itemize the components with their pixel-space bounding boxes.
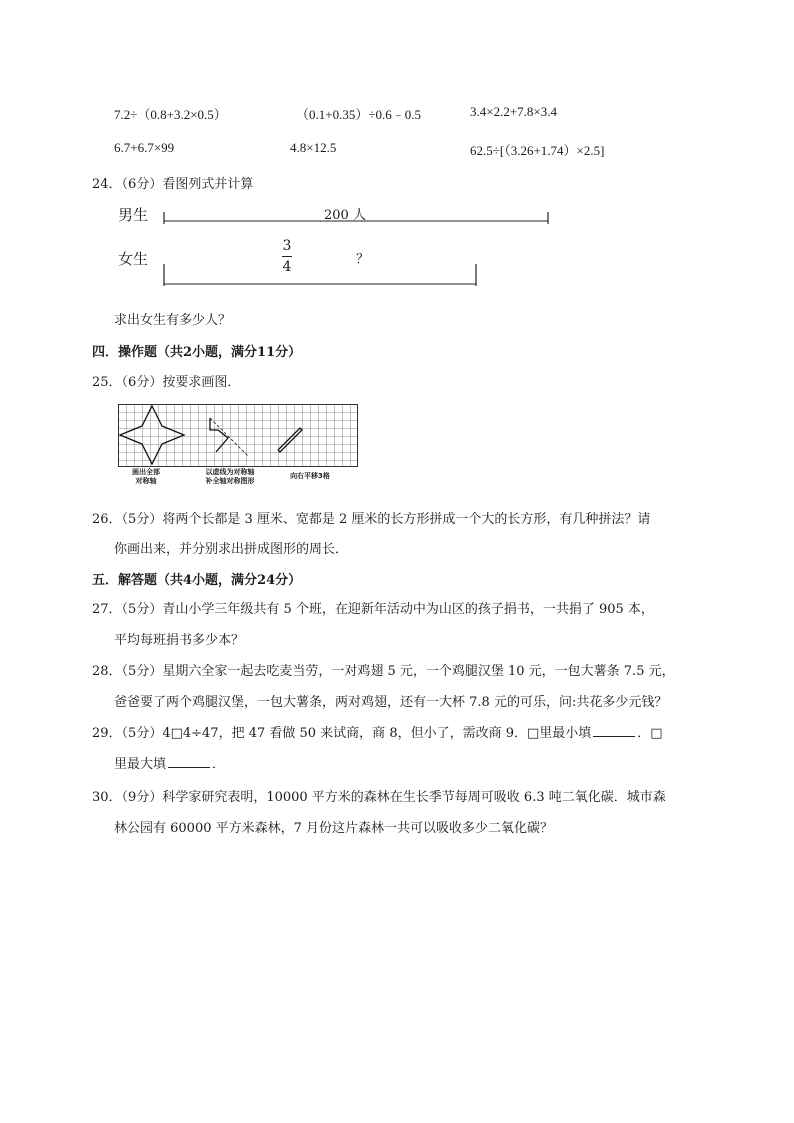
section-4-heading: 四．操作题（共2小题，满分11分） — [92, 345, 302, 360]
fraction-three-quarters — [282, 238, 292, 275]
calc-expression-4: 6.7+6.7×99 — [114, 140, 175, 155]
question-28-line-2: 爸爸要了两个鸡腿汉堡，一包大薯条，两对鸡翅，还有一大杯 7.8 元的可乐，问:共花多少元钱？ — [114, 695, 668, 710]
caption-draw-axes: 画出全部 对称轴 — [132, 468, 160, 485]
calc-expression-5: 4.8×12.5 — [290, 140, 337, 155]
fraction-denominator: 4 — [282, 259, 292, 275]
question-29-line-1 — [92, 722, 663, 741]
question-25-title: 25．（6分）按要求画图． — [92, 375, 241, 390]
answer-blank-max[interactable] — [168, 755, 210, 768]
answer-blank-min[interactable] — [593, 724, 635, 737]
question-29-text-d: ． — [212, 757, 226, 772]
unknown-mark: ？ — [356, 252, 370, 267]
caption-complete-symmetric: 以虚线为对称轴 补全轴对称图形 — [205, 468, 255, 485]
segment-lines — [112, 200, 552, 292]
question-26-line-2: 你画出来，并分别求出拼成图形的周长． — [114, 542, 349, 557]
calc-expression-6: 62.5÷[（3.26+1.74）×2.5] — [470, 143, 605, 158]
question-27-line-2: 平均每班捐书多少本？ — [114, 633, 245, 648]
question-27-line-1: 27．（5分）青山小学三年级共有 5 个班，在迎新年活动中为山区的孩子捐书，一共捐了 905 本， — [92, 602, 654, 617]
calc-expression-3: 3.4×2.2+7.8×3.4 — [470, 104, 557, 119]
question-29-text-a: 29．（5分）4□4÷47，把 47 看做 50 来试商，商 8，但小了，需改商 9．□里最小填 — [92, 726, 592, 741]
caption-translate-right: 向右平移3格 — [290, 472, 330, 480]
boys-value: 200 人 — [324, 208, 366, 223]
calc-expression-1: 7.2÷（0.8+3.2×0.5） — [114, 107, 227, 122]
question-28-line-1: 28．（5分）星期六全家一起去吃麦当劳，一对鸡翅 5 元，一个鸡腿汉堡 10 元，一包大薯条 7.5 元， — [92, 664, 675, 679]
question-26-line-1: 26．（5分）将两个长都是 3 厘米、宽都是 2 厘米的长方形拼成一个大的长方形，有几种拼法？请 — [92, 512, 651, 527]
calc-expression-2: （0.1+0.35）÷0.6﹣0.5 — [296, 107, 421, 122]
question-30-line-2: 林公园有 60000 平方米森林，7 月份这片森林一共可以吸收多少二氧化碳？ — [114, 821, 554, 836]
line-segment-diagram — [112, 200, 552, 292]
boys-label: 男生 — [118, 206, 149, 224]
question-30-line-1: 30．（9分）科学家研究表明，10000 平方米的森林在生长季节每周可吸收 6.3 吨二氧化碳．城市森 — [92, 790, 666, 805]
fraction-numerator: 3 — [282, 238, 292, 254]
section-5-heading: 五．解答题（共4小题，满分24分） — [92, 573, 302, 588]
fraction-bar — [282, 256, 292, 257]
girls-label: 女生 — [118, 250, 149, 268]
question-29-text-b: ．□ — [637, 726, 663, 741]
drawing-grid-figure — [118, 404, 358, 490]
question-29-text-c: 里最大填 — [114, 757, 167, 772]
question-24-title: 24．（6分）看图列式并计算 — [92, 177, 254, 192]
question-24-prompt: 求出女生有多少人？ — [114, 313, 232, 328]
question-29-line-2 — [114, 753, 225, 772]
